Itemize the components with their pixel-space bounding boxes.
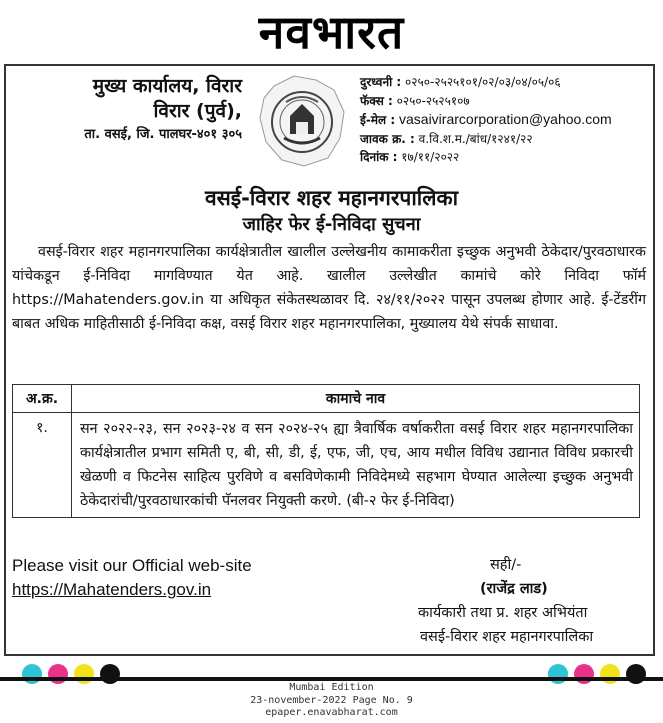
table-row [13,413,640,518]
notice-body: वसई-विरार शहर महानगरपालिका कार्यक्षेत्रातील खालील उल्लेखनीय कामाकरीता इच्छुक अनुभवी ठेकेदार/पुरवठाधारक यांचेकडून ई-निविदा मागविण्यात येत आहे. खालील उल्लेखीत कामांचे कोरे निविदा फॉर्म https://Mahatenders.gov.in या अधिकृत संकेतस्थळावर दि. २४/११/२०२२ पासून उपलब्ध होणार आहे. ई-टेंडरींग बाबत अधिक माहितीसाठी ई-निविदा कक्ष, वसई विरार शहर महानगरपालिका, मुख्यालय येथे संपर्क साधावा. [12,244,646,332]
outward-value: व.वि.श.म./बांध/१२४१/२२ [418,131,533,146]
signatory-designation: कार्यकारी तथा प्र. शहर अभियंता [418,605,588,621]
date-value: १७/११/२०२२ [401,150,460,164]
phone-label: दुरध्वनी : [360,75,402,89]
email-label: ई-मेल : [360,113,396,127]
footer-page: 23-november-2022 Page No. 9 [250,694,413,706]
cyan-dot [22,664,42,684]
fax-row [360,92,650,111]
website-link[interactable]: https://Mahatenders.gov.in [12,580,212,599]
contact-details [360,73,650,167]
row-work: सन २०२२-२३, सन २०२३-२४ व सन २०२४-२५ ह्या त्रैवार्षिक वर्षाकरीता वसई विरार शहर महानगरपालिका कार्यक्षेत्रातील प्रभाग समिती ए, बी, सी, डी, ई, एफ, जी, एच, आय मधील विविध उद्यानात विविध प्रकारची खेळणी व फिटनेस साहित्य पुरविणे व बसविणेकामी निविदेमध्ये सहभाग घेण्यात आलेल्या इच्छुक अनुभवी ठेकेदारांची/पुरवठाधारकांची पॅनलवर नियुक्ती करणे. (बी-२ फेर ई-निविदा) [72,413,640,518]
signatory-org: वसई-विरार शहर महानगरपालिका [420,629,594,645]
black-dot [100,664,120,684]
yellow-dot [74,664,94,684]
visit-text: Please visit our Official web-site [12,556,252,575]
email-row [360,110,650,130]
outward-label: जावक क्र. : [360,131,415,146]
date-label: दिनांक : [360,150,398,164]
signature-block [400,553,650,649]
yellow-dot [600,664,620,684]
office-line-3: ता. वसई, जि. पालघर-४०१ ३०५ [84,127,242,142]
page-footer [0,682,663,720]
office-address [22,74,242,146]
table-header [13,385,640,413]
website-notice [12,554,252,602]
signatory-name: (राजेंद्र लाड) [480,581,548,597]
phone-row [360,73,650,92]
cyan-dot [548,664,568,684]
notice-title: वसई-विरार शहर महानगरपालिका [204,186,459,210]
row-sr: १. [13,413,72,518]
newspaper-masthead: नवभारत [258,5,405,59]
footer-edition: Mumbai Edition [289,682,374,693]
footer-site: epaper.enavabharat.com [265,707,398,718]
col-sr-header: अ.क्र. [13,385,72,413]
magenta-dot [574,664,594,684]
fax-label: फॅक्स : [360,93,393,108]
office-line-2: विरार (पुर्व), [153,100,242,122]
signed-mark: सही/- [490,557,522,573]
office-line-1: मुख्य कार्यालय, विरार [92,75,242,97]
phone-value: ०२५०-२५२५१०१/०२/०३/०४/०५/०६ [405,75,561,89]
works-table [12,384,640,518]
email-value: vasaivirarcorporation@yahoo.com [399,111,612,127]
notice-subtitle: जाहिर फेर ई-निविदा सुचना [242,214,421,235]
footer-rule [0,677,663,681]
date-row [360,148,650,167]
col-work-header: कामाचे नाव [72,385,640,413]
black-dot [626,664,646,684]
municipal-seal-logo [254,72,350,170]
magenta-dot [48,664,68,684]
fax-value: ०२५०-२५२५१०७ [396,93,470,108]
outward-row [360,130,650,149]
